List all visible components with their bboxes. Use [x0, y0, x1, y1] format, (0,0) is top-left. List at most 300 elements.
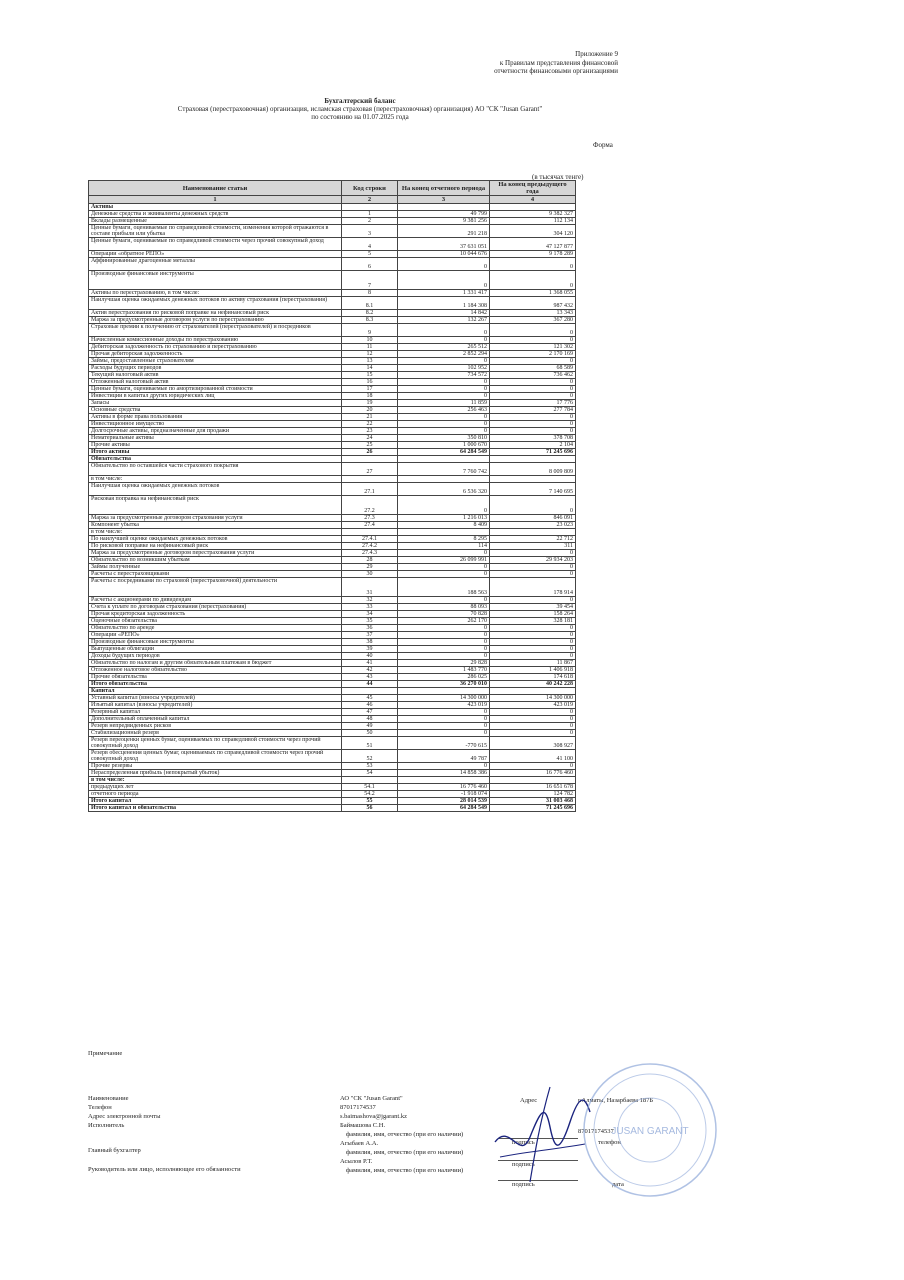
- row-current: 49 799: [398, 211, 490, 218]
- row-code: [342, 476, 398, 483]
- row-code: 41: [342, 660, 398, 667]
- row-current: [398, 688, 490, 695]
- row-name: Прочие активы: [89, 442, 342, 449]
- row-code: 25: [342, 442, 398, 449]
- table-row: [89, 571, 576, 578]
- header-previous-year: На конец предыдущего года: [490, 181, 576, 196]
- row-code: 36: [342, 625, 398, 632]
- table-row: [89, 496, 576, 515]
- row-current: 0: [398, 386, 490, 393]
- row-code: 6: [342, 258, 398, 271]
- row-previous: 308 927: [490, 737, 576, 750]
- row-code: 2: [342, 218, 398, 225]
- row-previous: 0: [490, 393, 576, 400]
- row-code: 54.2: [342, 791, 398, 798]
- row-current: 28 014 539: [398, 798, 490, 805]
- row-previous: 0: [490, 763, 576, 770]
- row-name: Резервный капитал: [89, 709, 342, 716]
- seal-text: JUSAN GARANT: [611, 1126, 689, 1137]
- row-current: 0: [398, 428, 490, 435]
- row-current: 1 000 670: [398, 442, 490, 449]
- row-name: Доходы будущих периодов: [89, 653, 342, 660]
- row-current: 37 631 051: [398, 238, 490, 251]
- table-row: [89, 372, 576, 379]
- row-current: 10 044 676: [398, 251, 490, 258]
- row-name: Выпущенные облигации: [89, 646, 342, 653]
- row-previous: 7 140 695: [490, 483, 576, 496]
- table-row: [89, 564, 576, 571]
- row-current: 102 952: [398, 365, 490, 372]
- row-current: 36 270 010: [398, 681, 490, 688]
- table-row: [89, 317, 576, 324]
- row-current: 14 858 386: [398, 770, 490, 777]
- row-name: Обязательство по аренде: [89, 625, 342, 632]
- row-code: 53: [342, 763, 398, 770]
- row-current: 64 284 549: [398, 449, 490, 456]
- row-name: Итого капитал: [89, 798, 342, 805]
- row-current: 0: [398, 258, 490, 271]
- table-row: [89, 204, 576, 211]
- row-previous: 16 651 678: [490, 784, 576, 791]
- executor-name: Баймашова С.Н.: [340, 1122, 386, 1129]
- row-previous: 1 406 918: [490, 667, 576, 674]
- row-current: 9 381 256: [398, 218, 490, 225]
- row-previous: 0: [490, 709, 576, 716]
- row-previous: [490, 688, 576, 695]
- row-code: 22: [342, 421, 398, 428]
- row-name: Расчеты с акционерами по дивидендам: [89, 597, 342, 604]
- row-name: Рисковая поправка на нефинансовый риск: [89, 496, 342, 515]
- table-row: [89, 625, 576, 632]
- row-code: 27.4.2: [342, 543, 398, 550]
- row-current: -770 615: [398, 737, 490, 750]
- row-name: Итого капитал и обязательства: [89, 805, 342, 812]
- row-previous: [490, 529, 576, 536]
- row-name: Расчеты с посредниками по страховой (перестраховочной) деятельности: [89, 578, 342, 597]
- row-current: 265 512: [398, 344, 490, 351]
- row-current: [398, 777, 490, 784]
- label-executor: Исполнитель: [88, 1122, 125, 1129]
- balance-rows: [89, 204, 576, 812]
- label-name: Наименование: [88, 1095, 129, 1102]
- row-code: 40: [342, 653, 398, 660]
- row-name: Счета к уплате по договорам страхования (перестрахования): [89, 604, 342, 611]
- table-row: [89, 723, 576, 730]
- row-previous: 0: [490, 653, 576, 660]
- address-value: г.Алматы, Назарбаева 187Б: [578, 1097, 654, 1104]
- table-row: [89, 716, 576, 723]
- index-col-3: 3: [398, 196, 490, 204]
- row-current: 132 267: [398, 317, 490, 324]
- row-name: Вклады размещенные: [89, 218, 342, 225]
- row-previous: 158 264: [490, 611, 576, 618]
- table-row: [89, 646, 576, 653]
- row-previous: 304 120: [490, 225, 576, 238]
- signature-values: [340, 1095, 463, 1174]
- row-code: 8.3: [342, 317, 398, 324]
- row-name: Дебиторская задолженность по страхованию и перестрахованию: [89, 344, 342, 351]
- row-previous: 9 382 327: [490, 211, 576, 218]
- row-name: Уставный капитал (взносы учредителей): [89, 695, 342, 702]
- row-name: Стабилизационный резерв: [89, 730, 342, 737]
- row-code: 4: [342, 238, 398, 251]
- row-current: 0: [398, 639, 490, 646]
- row-name: в том числе:: [89, 529, 342, 536]
- row-code: 17: [342, 386, 398, 393]
- table-row: [89, 442, 576, 449]
- row-previous: 23 023: [490, 522, 576, 529]
- row-code: 31: [342, 578, 398, 597]
- row-previous: 11 867: [490, 660, 576, 667]
- table-row: [89, 681, 576, 688]
- row-current: 0: [398, 571, 490, 578]
- row-previous: 39 454: [490, 604, 576, 611]
- row-code: 13: [342, 358, 398, 365]
- table-row: [89, 251, 576, 258]
- date-label: дата: [612, 1181, 624, 1188]
- row-name: отчетного периода: [89, 791, 342, 798]
- row-name: в том числе:: [89, 777, 342, 784]
- row-previous: 71 245 696: [490, 449, 576, 456]
- row-previous: 0: [490, 386, 576, 393]
- table-row: [89, 763, 576, 770]
- phone-value-2: 87017174537: [578, 1128, 614, 1135]
- row-current: 64 284 549: [398, 805, 490, 812]
- row-previous: 29 934 203: [490, 557, 576, 564]
- row-code: 34: [342, 611, 398, 618]
- form-label: Форма: [593, 141, 613, 149]
- row-previous: 41 100: [490, 750, 576, 763]
- label-phone: Телефон: [88, 1104, 112, 1111]
- row-code: 48: [342, 716, 398, 723]
- row-name: Основные средства: [89, 407, 342, 414]
- row-current: 0: [398, 564, 490, 571]
- row-previous: 178 914: [490, 578, 576, 597]
- table-row: [89, 695, 576, 702]
- row-previous: 14 300 000: [490, 695, 576, 702]
- table-row: [89, 258, 576, 271]
- row-name: Итого обязательства: [89, 681, 342, 688]
- row-previous: 0: [490, 496, 576, 515]
- row-name: Начисленные комиссионные доходы по перестрахованию: [89, 337, 342, 344]
- table-row: [89, 386, 576, 393]
- index-col-2: 2: [342, 196, 398, 204]
- row-code: [342, 777, 398, 784]
- row-name: Ценные бумаги, оцениваемые по справедливой стоимости через прочий совокупный доход: [89, 238, 342, 251]
- row-current: 350 810: [398, 435, 490, 442]
- row-previous: 47 127 877: [490, 238, 576, 251]
- row-previous: 121 302: [490, 344, 576, 351]
- row-code: 33: [342, 604, 398, 611]
- table-row: [89, 632, 576, 639]
- signature-labels: [88, 1095, 241, 1173]
- table-row: [89, 515, 576, 522]
- company-seal: [580, 1060, 720, 1200]
- units-label: (в тысячах тенге): [532, 173, 584, 181]
- table-row: [89, 688, 576, 695]
- row-code: 8: [342, 290, 398, 297]
- row-name: Страховые премии к получению от страхователей (перестрахователей) и посредников: [89, 324, 342, 337]
- row-name: Наилучшая оценка ожидаемых денежных потоков: [89, 483, 342, 496]
- row-previous: 423 019: [490, 702, 576, 709]
- row-code: 3: [342, 225, 398, 238]
- row-current: [398, 456, 490, 463]
- row-previous: 0: [490, 379, 576, 386]
- row-name: Займы, предоставленные страхователям: [89, 358, 342, 365]
- row-current: -1 918 074: [398, 791, 490, 798]
- sign-label-2: подпись: [512, 1161, 535, 1168]
- row-current: 0: [398, 337, 490, 344]
- row-code: 29: [342, 564, 398, 571]
- appendix-line-2: к Правилам представления финансовой: [499, 58, 618, 67]
- table-row: [89, 798, 576, 805]
- table-row: [89, 297, 576, 310]
- row-current: 286 025: [398, 674, 490, 681]
- row-code: 42: [342, 667, 398, 674]
- row-current: 14 842: [398, 310, 490, 317]
- row-previous: 0: [490, 324, 576, 337]
- row-name: Текущий налоговый актив: [89, 372, 342, 379]
- appendix-line-1: Приложение 9: [575, 50, 618, 58]
- document-header: [0, 97, 720, 121]
- row-current: 0: [398, 324, 490, 337]
- row-name: Отложенный налоговый актив: [89, 379, 342, 386]
- row-previous: 0: [490, 358, 576, 365]
- table-row: [89, 218, 576, 225]
- row-current: 0: [398, 716, 490, 723]
- index-col-4: 4: [490, 196, 576, 204]
- row-code: 1: [342, 211, 398, 218]
- row-name: Маржа за предусмотренные договором услуги по перестрахованию: [89, 317, 342, 324]
- row-code: [342, 204, 398, 211]
- row-current: 0: [398, 550, 490, 557]
- row-current: [398, 529, 490, 536]
- row-previous: 0: [490, 716, 576, 723]
- row-previous: 22 712: [490, 536, 576, 543]
- accountant-fio-hint: фамилия, имя, отчество (при его наличии): [346, 1149, 464, 1156]
- row-previous: 0: [490, 271, 576, 290]
- head-fio-hint: фамилия, имя, отчество (при его наличии): [346, 1167, 464, 1174]
- row-name: Отложенное налоговое обязательство: [89, 667, 342, 674]
- row-current: 7 760 742: [398, 463, 490, 476]
- row-name: Резерв переоценки ценных бумаг, оцениваемых по справедливой стоимости через прочий совокупный доход: [89, 737, 342, 750]
- row-current: 0: [398, 421, 490, 428]
- row-previous: 124 782: [490, 791, 576, 798]
- row-code: 45: [342, 695, 398, 702]
- row-previous: 0: [490, 258, 576, 271]
- row-previous: 9 178 289: [490, 251, 576, 258]
- row-current: 0: [398, 414, 490, 421]
- row-name: Активы в форме права пользования: [89, 414, 342, 421]
- row-previous: [490, 476, 576, 483]
- table-row: [89, 344, 576, 351]
- row-code: [342, 456, 398, 463]
- table-row: [89, 611, 576, 618]
- row-name: Запасы: [89, 400, 342, 407]
- row-current: 0: [398, 597, 490, 604]
- row-name: Маржа за предусмотренные договором перестрахования услуги: [89, 550, 342, 557]
- table-row: [89, 750, 576, 763]
- table-row: [89, 550, 576, 557]
- row-code: 44: [342, 681, 398, 688]
- table-row: [89, 238, 576, 251]
- row-name: Резерв непредвиденных рисков: [89, 723, 342, 730]
- row-code: 56: [342, 805, 398, 812]
- row-previous: 367 280: [490, 317, 576, 324]
- row-current: 88 093: [398, 604, 490, 611]
- row-previous: 31 003 468: [490, 798, 576, 805]
- table-row: [89, 805, 576, 812]
- company-phone: 87017174537: [340, 1104, 376, 1111]
- row-current: 0: [398, 723, 490, 730]
- table-row: [89, 737, 576, 750]
- row-code: 47: [342, 709, 398, 716]
- row-name: По рисковой поправке на нефинансовый риск: [89, 543, 342, 550]
- row-previous: 0: [490, 564, 576, 571]
- row-name: Маржа за предусмотренные договором страхования услуги: [89, 515, 342, 522]
- row-current: 423 019: [398, 702, 490, 709]
- note-label: Примечание: [88, 1050, 123, 1057]
- row-code: 16: [342, 379, 398, 386]
- row-current: 0: [398, 379, 490, 386]
- row-current: 291 218: [398, 225, 490, 238]
- row-code: 24: [342, 435, 398, 442]
- table-row: [89, 414, 576, 421]
- row-current: 0: [398, 496, 490, 515]
- table-row: [89, 770, 576, 777]
- row-previous: 174 618: [490, 674, 576, 681]
- row-previous: 736 462: [490, 372, 576, 379]
- row-current: 1 483 770: [398, 667, 490, 674]
- row-previous: 112 134: [490, 218, 576, 225]
- row-code: 15: [342, 372, 398, 379]
- row-current: [398, 204, 490, 211]
- row-code: 5: [342, 251, 398, 258]
- row-name: Денежные средства и эквиваленты денежных средств: [89, 211, 342, 218]
- row-code: 37: [342, 632, 398, 639]
- row-current: 8 295: [398, 536, 490, 543]
- label-email: Адрес электронной почты: [88, 1113, 161, 1120]
- table-row: [89, 483, 576, 496]
- row-name: Дополнительный оплаченный капитал: [89, 716, 342, 723]
- row-name: Долгосрочные активы, предназначенные для продажи: [89, 428, 342, 435]
- row-code: 28: [342, 557, 398, 564]
- table-row: [89, 407, 576, 414]
- row-code: 46: [342, 702, 398, 709]
- label-chief-accountant: Главный бухгалтер: [88, 1147, 141, 1154]
- row-previous: 0: [490, 571, 576, 578]
- row-previous: 13 343: [490, 310, 576, 317]
- table-row: [89, 351, 576, 358]
- table-row: [89, 639, 576, 646]
- row-name: Капитал: [89, 688, 342, 695]
- row-code: 49: [342, 723, 398, 730]
- table-row: [89, 730, 576, 737]
- sign-label-1: подпись: [512, 1139, 535, 1146]
- sign-label-3: подпись: [512, 1181, 535, 1188]
- table-row: [89, 674, 576, 681]
- row-name: Производные финансовые инструменты: [89, 271, 342, 290]
- label-head: Руководитель или лицо, исполняющее его обязанности: [88, 1166, 241, 1173]
- header-line-code: Код строки: [342, 181, 398, 196]
- row-name: Обязательство по возникшим убыткам: [89, 557, 342, 564]
- row-code: 19: [342, 400, 398, 407]
- row-code: 43: [342, 674, 398, 681]
- table-row: [89, 379, 576, 386]
- document-subtitle: Страховая (перестраховочная) организация, исламская страховая (перестраховочная) организация) АО "СК "Jusan Garant": [177, 105, 543, 113]
- table-row: [89, 597, 576, 604]
- row-current: 114: [398, 543, 490, 550]
- row-previous: 0: [490, 723, 576, 730]
- row-name: Расчеты с перестраховщиками: [89, 571, 342, 578]
- row-current: 0: [398, 625, 490, 632]
- row-previous: 68 589: [490, 365, 576, 372]
- table-row: [89, 522, 576, 529]
- row-previous: 0: [490, 625, 576, 632]
- row-code: 20: [342, 407, 398, 414]
- balance-sheet-table: [88, 180, 576, 812]
- row-code: 35: [342, 618, 398, 625]
- index-col-1: 1: [89, 196, 342, 204]
- row-previous: 71 245 696: [490, 805, 576, 812]
- row-previous: 987 432: [490, 297, 576, 310]
- row-code: 14: [342, 365, 398, 372]
- row-current: 29 828: [398, 660, 490, 667]
- row-previous: 1 368 055: [490, 290, 576, 297]
- row-name: Наилучшая оценка ожидаемых денежных потоков по активу страхования (перестрахования): [89, 297, 342, 310]
- table-row: [89, 476, 576, 483]
- row-current: 1 184 308: [398, 297, 490, 310]
- row-code: 27.4.1: [342, 536, 398, 543]
- table-row: [89, 653, 576, 660]
- row-name: Итого активы: [89, 449, 342, 456]
- row-name: Прочая кредиторская задолженность: [89, 611, 342, 618]
- table-row: [89, 777, 576, 784]
- row-current: 0: [398, 653, 490, 660]
- row-current: 6 536 320: [398, 483, 490, 496]
- row-current: 0: [398, 730, 490, 737]
- row-previous: 0: [490, 421, 576, 428]
- row-name: Инвестиционное имущество: [89, 421, 342, 428]
- appendix-note: [494, 50, 618, 76]
- table-row: [89, 421, 576, 428]
- row-code: 27.3: [342, 515, 398, 522]
- row-name: Прочие обязательства: [89, 674, 342, 681]
- row-previous: 0: [490, 550, 576, 557]
- row-current: 188 563: [398, 578, 490, 597]
- row-name: Оценочные обязательства: [89, 618, 342, 625]
- table-row: [89, 618, 576, 625]
- row-current: 8 409: [398, 522, 490, 529]
- row-previous: [490, 456, 576, 463]
- row-code: 38: [342, 639, 398, 646]
- row-code: 39: [342, 646, 398, 653]
- row-previous: 846 091: [490, 515, 576, 522]
- row-name: Активы по перестрахованию, в том числе:: [89, 290, 342, 297]
- table-row: [89, 529, 576, 536]
- phone-label: телефон: [598, 1139, 621, 1146]
- row-name: Резерв обесценения ценных бумаг, оцениваемых по справедливой стоимости через прочий совокупный доход: [89, 750, 342, 763]
- row-name: Обязательство по налогам и другим обязательным платежам в бюджет: [89, 660, 342, 667]
- row-current: 2 852 294: [398, 351, 490, 358]
- table-row: [89, 290, 576, 297]
- row-code: 27.1: [342, 483, 398, 496]
- row-name: Изъятый капитал (взносы учредителей): [89, 702, 342, 709]
- row-name: Нераспределенная прибыль (непокрытый убыток): [89, 770, 342, 777]
- row-name: в том числе:: [89, 476, 342, 483]
- row-current: 0: [398, 646, 490, 653]
- row-current: 0: [398, 763, 490, 770]
